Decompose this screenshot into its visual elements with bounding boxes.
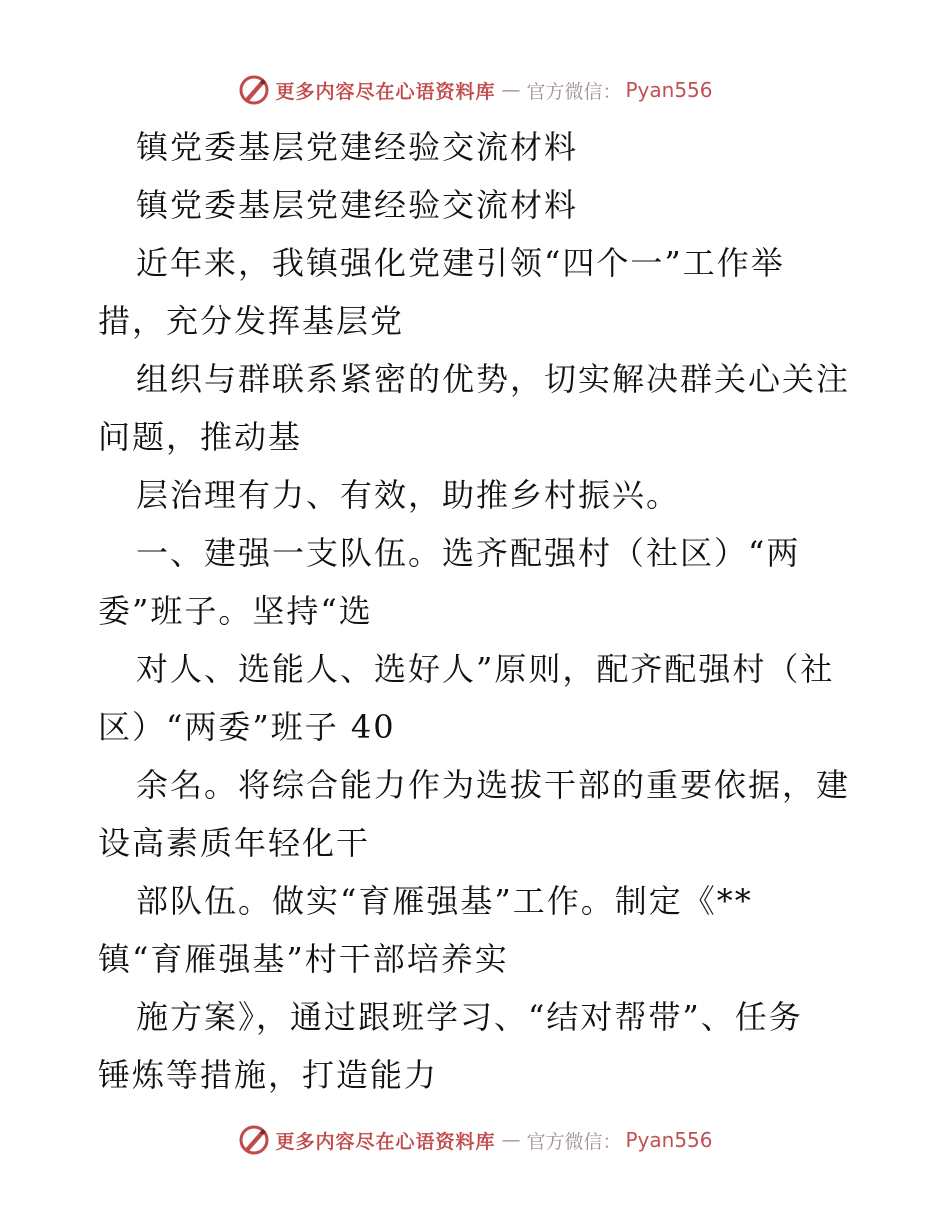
pen-logo-icon xyxy=(237,1123,271,1157)
doc-line: 余名。将综合能力作为选拔干部的重要依据，建 xyxy=(136,766,851,804)
doc-line: 组织与群联系紧密的优势，切实解决群关心关注 xyxy=(136,360,851,398)
watermark-label: 官方微信： xyxy=(526,80,622,103)
doc-line: 镇“育雁强基”村干部培养实 xyxy=(98,940,509,978)
doc-line: 区）“两委”班子 40 xyxy=(98,708,396,746)
doc-line: 问题，推动基 xyxy=(98,418,303,456)
doc-line: 锤炼等措施，打造能力 xyxy=(98,1056,439,1094)
doc-line: 镇党委基层党建经验交流材料 xyxy=(136,128,579,166)
watermark-brand-text: 更多内容尽在心语资料库 xyxy=(275,1130,496,1153)
watermark-wechat-id: Pyan556 xyxy=(625,78,713,102)
watermark-separator: — xyxy=(501,79,521,101)
doc-line: 施方案》，通过跟班学习、“结对帮带”、任务 xyxy=(136,998,803,1036)
header-watermark xyxy=(0,70,950,110)
doc-line: 委”班子。坚持“选 xyxy=(98,592,373,630)
pen-logo-icon xyxy=(237,73,271,107)
doc-line: 部队伍。做实“育雁强基”工作。制定《** xyxy=(136,882,753,920)
watermark-wechat-id: Pyan556 xyxy=(625,1128,713,1152)
document-body xyxy=(98,118,858,1104)
doc-line: 对人、选能人、选好人”原则，配齐配强村（社 xyxy=(136,650,835,688)
watermark-label: 官方微信： xyxy=(526,1130,622,1153)
watermark-content xyxy=(237,1123,712,1157)
doc-line: 镇党委基层党建经验交流材料 xyxy=(136,186,579,224)
watermark-content xyxy=(237,73,712,107)
doc-line: 一、建强一支队伍。选齐配强村（社区）“两 xyxy=(136,534,801,572)
doc-line: 措，充分发挥基层党 xyxy=(98,302,405,340)
doc-line: 层治理有力、有效，助推乡村振兴。 xyxy=(136,476,681,514)
watermark-brand-text: 更多内容尽在心语资料库 xyxy=(275,80,496,103)
doc-line: 设高素质年轻化干 xyxy=(98,824,371,862)
footer-watermark xyxy=(0,1120,950,1160)
doc-line: 近年来，我镇强化党建引领“四个一”工作举 xyxy=(136,244,785,282)
watermark-separator: — xyxy=(501,1129,521,1151)
